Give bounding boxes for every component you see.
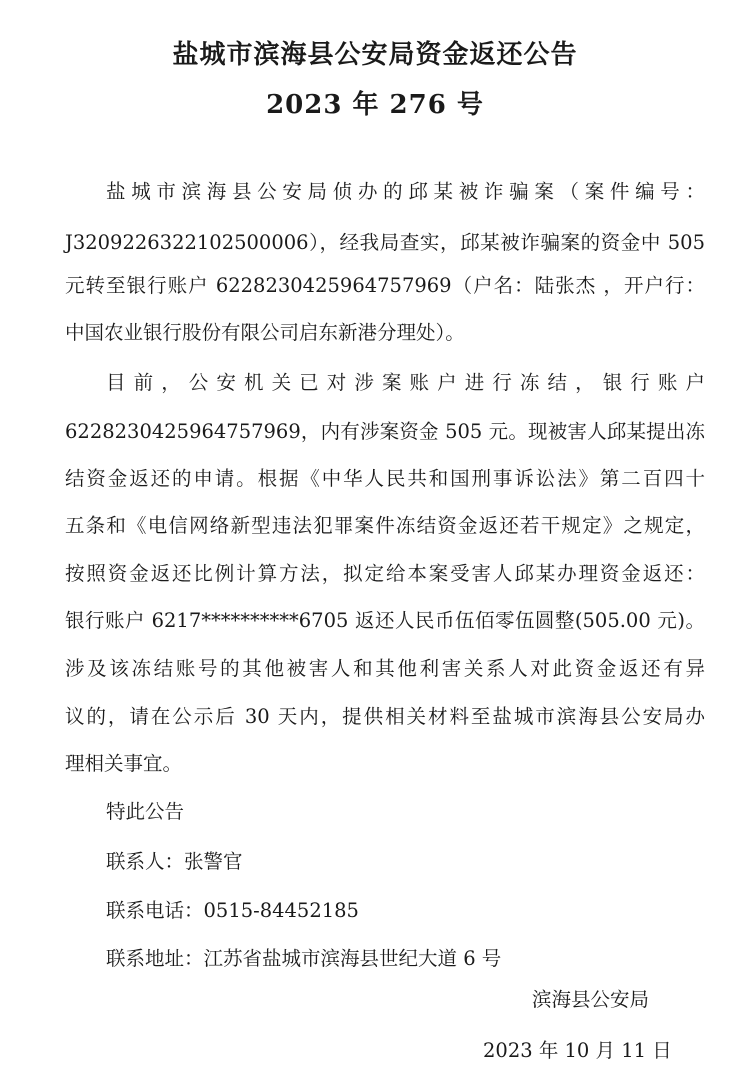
- notice-title: 盐城市滨海县公安局资金返还公告: [172, 40, 578, 70]
- contact-person: 联系人：张警官: [106, 850, 243, 873]
- closing-statement: 特此公告: [106, 800, 185, 823]
- paragraph-2-line-8: 议的，请在公示后 30 天内，提供相关材料至盐城市滨海县公安局办: [65, 705, 705, 728]
- contact-address: 联系地址：江苏省盐城市滨海县世纪大道 6 号: [106, 947, 502, 970]
- notice-number: 2023 年 276 号: [266, 90, 484, 120]
- paragraph-2-line-9: 理相关事宜。: [65, 752, 183, 775]
- paragraph-1-line-3: 元转至银行账户 6228230425964757969（户名：陆张杰 ，开户行：: [65, 274, 705, 297]
- signature-date: 2023 年 10 月 11 日: [483, 1039, 672, 1062]
- paragraph-2-line-6: 银行账户 6217**********6705 返还人民币伍佰零伍圆整(505.00 元)。: [65, 609, 705, 632]
- paragraph-2-line-4: 五条和《电信网络新型违法犯罪案件冻结资金返还若干规定》之规定，: [65, 514, 705, 537]
- paragraph-2-line-1: 目前，公安机关已对涉案账户进行冻结，银行账户: [106, 371, 705, 394]
- paragraph-1-line-2: J3209226322102500006），经我局查实，邱某被诈骗案的资金中 505: [65, 231, 705, 254]
- paragraph-2-line-2: 6228230425964757969，内有涉案资金 505 元。现被害人邱某提出冻: [65, 420, 705, 443]
- contact-phone: 联系电话：0515-84452185: [106, 899, 359, 922]
- paragraph-1-line-4: 中国农业银行股份有限公司启东新港分理处）。: [65, 321, 465, 344]
- paragraph-2-line-7: 涉及该冻结账号的其他被害人和其他利害关系人对此资金返还有异: [65, 657, 705, 680]
- paragraph-1-line-1: 盐城市滨海县公安局侦办的邱某被诈骗案（案件编号：: [106, 180, 705, 203]
- paragraph-2-line-5: 按照资金返还比例计算方法，拟定给本案受害人邱某办理资金返还：: [65, 562, 705, 585]
- signature-organization: 滨海县公安局: [532, 988, 650, 1011]
- paragraph-2-line-3: 结资金返还的申请。根据《中华人民共和国刑事诉讼法》第二百四十: [65, 467, 705, 490]
